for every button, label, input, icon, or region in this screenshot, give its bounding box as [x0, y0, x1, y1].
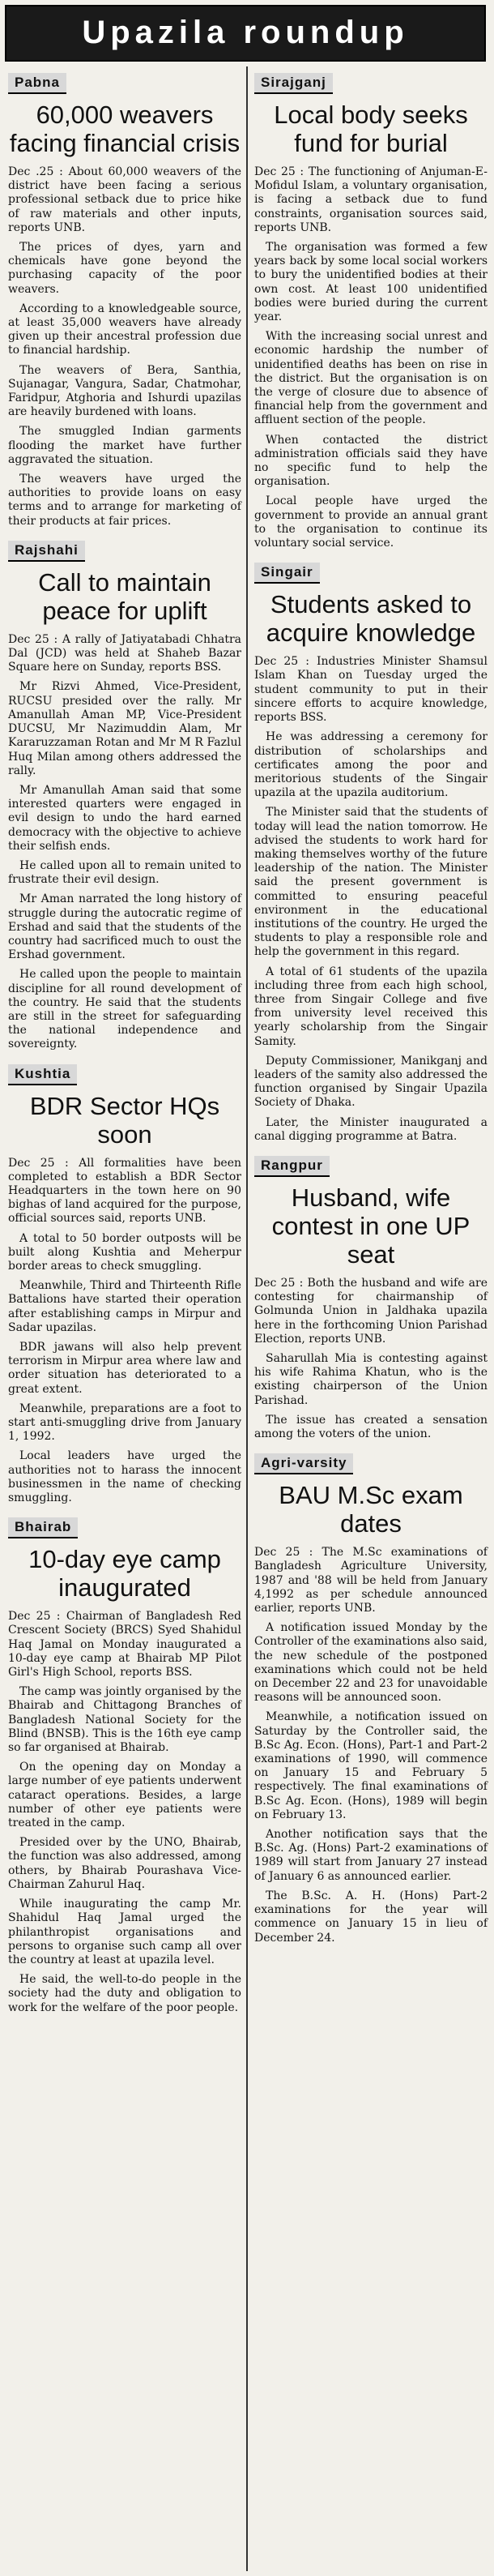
- story-body: [254, 655, 488, 1144]
- story-paragraph: Deputy Commissioner, Manikganj and leaders of the samity also addressed the function organised by Singair Upazila Society of Dhaka.: [254, 1054, 488, 1110]
- right-column: [254, 66, 488, 2576]
- story-paragraph: The issue has created a sensation among the voters of the union.: [254, 1413, 488, 1441]
- story-paragraph: Dec 25 : Both the husband and wife are contesting for chairmanship of Golmunda Union in Jaldhaka upazila here in the forthcoming Union Parishad Election, reports UNB.: [254, 1276, 488, 1346]
- story-paragraph: Meanwhile, a notification issued on Saturday by the Controller said, the B.Sc Ag. Econ. (Hons), Part-1 and Part-2 examinations of 1990, will commence on January 15 and February 5 respectively. The final examinations of B.Sc Ag. Econ. (Hons), 1989 will begin on February 13.: [254, 1710, 488, 1821]
- column-divider: [246, 66, 248, 2571]
- story-paragraph: According to a knowledgeable source, at least 35,000 weavers have already given up their ancestral profession due to financial hardship.: [8, 302, 241, 357]
- story-paragraph: He called upon the people to maintain discipline for all round development of the country. He said that the students are still in the street for safeguarding the national independence and sovereignty.: [8, 968, 241, 1051]
- story-paragraph: Dec 25 : All formalities have been completed to establish a BDR Sector Headquarters in the town here on 90 bighas of land acquired for the purpose, official sources said, reports UNB.: [8, 1156, 241, 1226]
- story-singair: [254, 556, 488, 1144]
- story-headline: BDR Sector HQs soon: [29, 1091, 220, 1149]
- story-paragraph: The weavers of Bera, Santhia, Sujanagar, Vangura, Sadar, Chatmohar, Faridpur, Atghoria and Ishurdi upazilas are heavily burdened with loans.: [8, 363, 241, 419]
- dateline-tag: Bhairab: [8, 1517, 78, 1538]
- story-paragraph: Meanwhile, Third and Thirteenth Rifle Battalions have started their operation after establishing camps in Mirpur and Sadar upazilas.: [8, 1279, 241, 1334]
- story-paragraph: Mr Rizvi Ahmed, Vice-President, RUCSU presided over the rally. Mr Amanullah Aman MP, Vice-President DUCSU, Mr Nazimuddin Alam, Mr Kararuzzaman Rotan and Mr M R Fazlul Huq Milan among others addressed the rally.: [8, 680, 241, 777]
- story-body: [254, 1546, 488, 1945]
- story-sirajganj: [254, 66, 488, 550]
- story-paragraph: The organisation was formed a few years back by some local social workers to bury the unidentified bodies at their own cost. At least 100 unidentified bodies were buried during the current year.: [254, 241, 488, 324]
- dateline-tag: Sirajganj: [254, 73, 333, 94]
- story-headline: Husband, wife contest in one UP seat: [271, 1183, 471, 1269]
- story-paragraph: With the increasing social unrest and economic hardship the number of unidentified deaths has been on rise in the district. But the organisation is on the verge of closure due to absence of financial help from the government and affluent section of the people.: [254, 330, 488, 427]
- section-title: Upazila roundup: [82, 15, 409, 50]
- story-paragraph: A notification issued Monday by the Controller of the examinations also said, the new schedule of the postponed examinations which could not be held on December 22 and 23 for unavoidable reasons will be announced soon.: [254, 1621, 488, 1705]
- dateline-tag: Agri-varsity: [254, 1453, 353, 1474]
- story-body: [254, 1277, 488, 1441]
- dateline-tag: Pabna: [8, 73, 66, 94]
- story-paragraph: Another notification says that the B.Sc. Ag. (Hons) Part-2 examinations of 1989 will start from January 27 instead of January 6 as announced earlier.: [254, 1828, 488, 1883]
- story-paragraph: He said, the well-to-do people in the society had the duty and obligation to work for the welfare of the poor people.: [8, 1973, 241, 2014]
- story-paragraph: Saharullah Mia is contesting against his wife Rahima Khatun, who is the existing chairperson of the Union Parishad.: [254, 1352, 488, 1407]
- story-headline: Local body seeks fund for burial: [274, 101, 468, 157]
- story-paragraph: The weavers have urged the authorities to provide loans on easy terms and to arrange for marketing of their products at fair prices.: [8, 473, 241, 528]
- story-kushtia: [8, 1058, 241, 1506]
- story-paragraph: Presided over by the UNO, Bhairab, the function was also addressed, among others, by Bhairab Pourashava Vice-Chairman Zahurul Haq.: [8, 1836, 241, 1891]
- story-headline: BAU M.Sc exam dates: [279, 1481, 463, 1538]
- story-paragraph: A total of 61 students of the upazila including three from each high school, three from Singair College and five from university level received this yearly scholarship from the Singair Samity.: [254, 965, 488, 1048]
- story-paragraph: When contacted the district administration officials said they have no specific fund to help the organisation.: [254, 433, 488, 489]
- story-paragraph: Dec 25 : The functioning of Anjuman-E-Mofidul Islam, a voluntary organisation, is facing a setback due to fund constraints, organisation sources said, reports UNB.: [254, 165, 488, 234]
- story-paragraph: Later, the Minister inaugurated a canal digging programme at Batra.: [254, 1115, 488, 1143]
- story-paragraph: On the opening day on Monday a large number of eye patients underwent cataract operations. Besides, a large number of other eye patients were treated in the camp.: [8, 1761, 241, 1830]
- story-paragraph: The prices of dyes, yarn and chemicals have gone beyond the purchasing capacity of the poor weavers.: [8, 241, 241, 296]
- story-headline: Call to maintain peace for uplift: [38, 567, 211, 625]
- story-paragraph: Local people have urged the government to provide an annual grant to the organisation to continue its voluntary social service.: [254, 494, 488, 550]
- story-paragraph: Meanwhile, preparations are a foot to start anti-smuggling drive from January 1, 1992.: [8, 1401, 241, 1444]
- story-paragraph: Dec 25 : The M.Sc examinations of Bangladesh Agriculture University, 1987 and '88 will be held from January 4,1992 as per schedule announced earlier, reports UNB.: [254, 1546, 488, 1615]
- story-paragraph: He was addressing a ceremony for distribution of scholarships and certificates among the poor and meritorious students of the Singair upazila at the upazila auditorium.: [254, 730, 488, 800]
- story-paragraph: Mr Amanullah Aman said that some interested quarters were engaged in evil design to undo the hard earned democracy with the objective to achieve their selfish ends.: [8, 783, 241, 853]
- story-paragraph: The camp was jointly organised by the Bhairab and Chittagong Branches of Bangladesh National Society for the Blind (BNSB). This is the 16th eye camp so far organised at Bhairab.: [8, 1685, 241, 1755]
- story-paragraph: Dec .25 : About 60,000 weavers of the district have been facing a serious professional setback due to price hike of raw materials and other inputs, reports UNB.: [8, 165, 241, 234]
- story-paragraph: Dec 25 : Chairman of Bangladesh Red Crescent Society (BRCS) Syed Shahidul Haq Jamal on Monday inaugurated a 10-day eye camp at Bhairab MP Pilot Girl's High School, reports BSS.: [8, 1610, 241, 1680]
- story-paragraph: A total to 50 border outposts will be built along Kushtia and Meherpur border areas to check smuggling.: [8, 1231, 241, 1273]
- story-headline: 10-day eye camp inaugurated: [28, 1545, 221, 1603]
- story-rangpur: [254, 1149, 488, 1441]
- story-rajshahi: [8, 534, 241, 1052]
- left-column: [8, 66, 241, 2576]
- story-paragraph: Dec 25 : A rally of Jatiyatabadi Chhatra Dal (JCD) was held at Shaheb Bazar Square here on Sunday, reports BSS.: [8, 632, 241, 674]
- story-paragraph: The Minister said that the students of today will lead the nation tomorrow. He advised the students to work hard for making themselves worthy of the future leadership of the nation. The Minister said the present government is committed to ensuring peaceful environment in the educational institutions of the country. He urged the students to play a responsible role and help the government in this regard.: [254, 806, 488, 959]
- story-agri-varsity: [254, 1447, 488, 1945]
- story-paragraph: Mr Aman narrated the long history of struggle during the autocratic regime of Ershad and said that the students of the country had sacrificed much to oust the Ershad government.: [8, 892, 241, 962]
- dateline-tag: Rajshahi: [8, 541, 85, 562]
- story-paragraph: Dec 25 : Industries Minister Shamsul Islam Khan on Tuesday urged the student community to put in their sincere efforts to acquire knowledge, reports BSS.: [254, 655, 488, 725]
- story-paragraph: While inaugurating the camp Mr. Shahidul Haq Jamal urged the philanthropist organisations and persons to organise such camp all over the country at least at upazila level.: [8, 1898, 241, 1966]
- dateline-tag: Rangpur: [254, 1156, 330, 1177]
- story-paragraph: The smuggled Indian garments flooding the market have further aggravated the situation.: [8, 425, 241, 466]
- story-body: [8, 165, 241, 528]
- story-body: [8, 1157, 241, 1506]
- story-headline: 60,000 weavers facing financial crisis: [9, 101, 241, 157]
- story-body: [254, 165, 488, 550]
- story-bhairab: [8, 1511, 241, 2014]
- story-paragraph: Local leaders have urged the authorities not to harass the innocent businessmen in the name of checking smuggling.: [8, 1449, 241, 1505]
- story-body: [8, 1610, 241, 2014]
- dateline-tag: Singair: [254, 563, 320, 584]
- story-pabna: [8, 66, 241, 528]
- story-headline: Students asked to acquire knowledge: [266, 590, 476, 648]
- story-body: [8, 633, 241, 1052]
- story-paragraph: He called upon all to remain united to frustrate their evil design.: [8, 858, 241, 887]
- story-paragraph: BDR jawans will also help prevent terrorism in Mirpur area where law and order situation has deteriorated to a great extent.: [8, 1341, 241, 1396]
- dateline-tag: Kushtia: [8, 1064, 77, 1085]
- story-paragraph: The B.Sc. A. H. (Hons) Part-2 examinations for the year will commence on January 15 in lieu of December 24.: [254, 1889, 488, 1945]
- section-banner: [5, 5, 486, 62]
